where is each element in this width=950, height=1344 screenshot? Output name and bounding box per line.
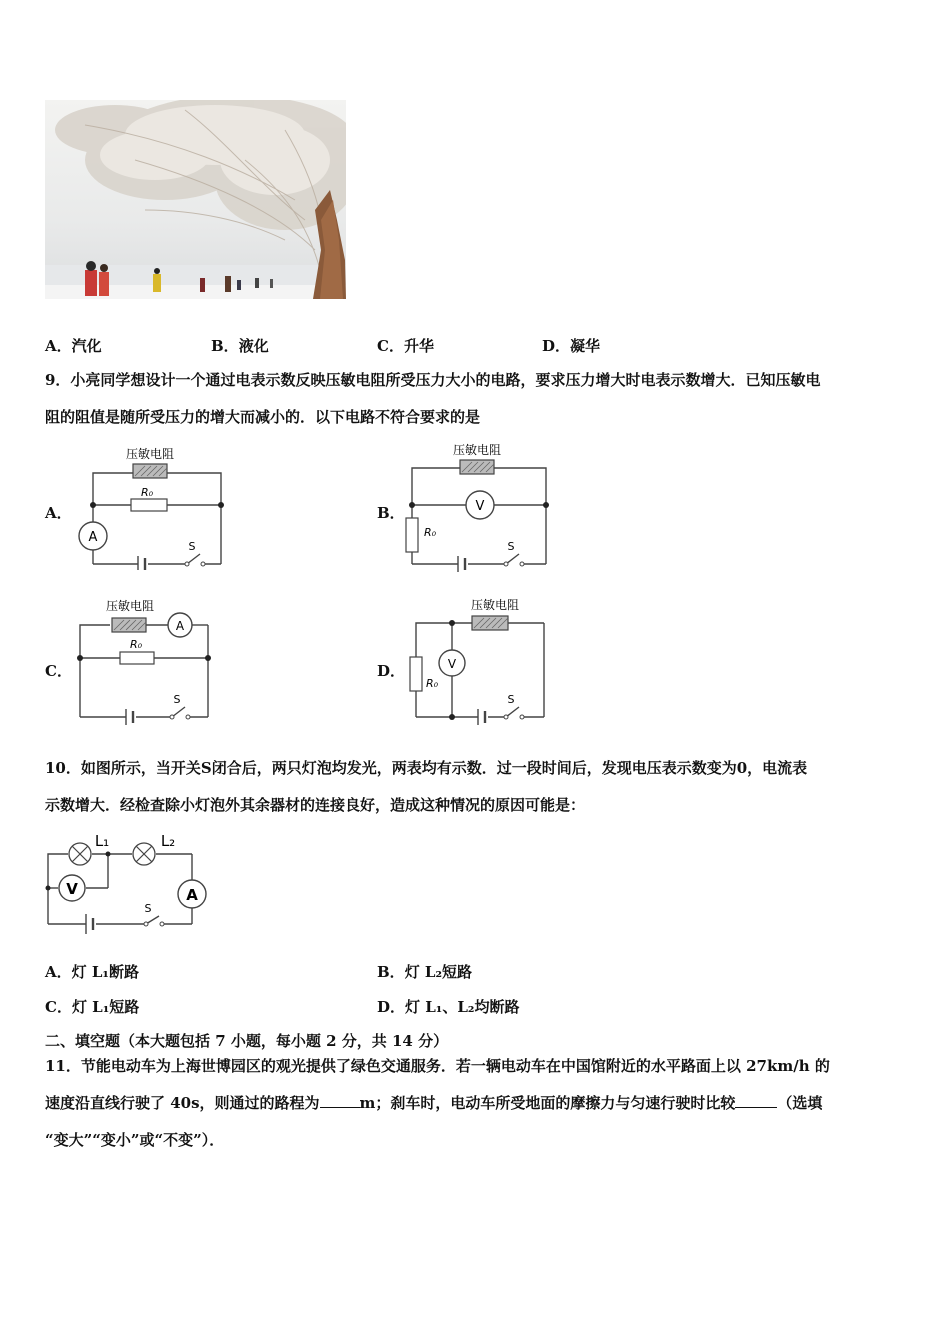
r0-label: R₀ — [425, 677, 439, 690]
q8-option-a[interactable]: A．汽化 — [45, 337, 102, 355]
q9-option-c-label[interactable]: C． — [45, 662, 72, 680]
q10-option-b[interactable]: B．灯 L₂短路 — [377, 963, 473, 981]
friction-blank[interactable] — [735, 1093, 777, 1108]
meter-label: V — [447, 657, 457, 671]
q9-stem-line2: 阻的阻值是随所受压力的增大而减小的．以下电路不符合要求的是 — [45, 408, 481, 426]
q10-option-d[interactable]: D．灯 L₁、L₂均断路 — [377, 998, 520, 1016]
pressure-resistor — [112, 618, 146, 632]
voltmeter-label: V — [66, 880, 78, 898]
l1-label: L₁ — [94, 832, 110, 850]
q9-option-a-label[interactable]: A． — [45, 504, 72, 522]
sensor-label: 压敏电阻 — [105, 599, 155, 613]
switch-label: S — [144, 902, 152, 915]
lamp-l1-icon — [69, 843, 91, 865]
r0-resistor — [406, 518, 418, 552]
meter-label: A — [88, 530, 98, 545]
r0-label: R₀ — [423, 526, 437, 539]
switch-label: S — [188, 540, 196, 553]
r0-resistor — [120, 652, 154, 664]
ammeter-label: A — [186, 886, 198, 904]
q10-stem-line2: 示数增大．经检查除小灯泡外其余器材的连接良好，造成这种情况的原因可能是： — [45, 796, 586, 814]
pressure-resistor — [133, 464, 167, 478]
q8-option-c[interactable]: C．升华 — [377, 337, 434, 355]
sensor-label: 压敏电阻 — [125, 447, 175, 461]
meter-label: V — [475, 499, 485, 514]
l2-label: L₂ — [160, 832, 176, 850]
q11-stem-line3: “变大”“变小”或“不变”）． — [45, 1131, 225, 1149]
q9-circuit-c — [68, 595, 228, 725]
q9-stem-line1: 9．小亮同学想设计一个通过电表示数反映压敏电阻所受压力大小的电路，要求压力增大时电表示数增大．已知压敏电 — [45, 371, 821, 389]
q10-stem-line1: 10．如图所示，当开关S闭合后，两只灯泡均发光，两表均有示数．过一段时间后，发现电压表示数变为0，电流表 — [45, 759, 808, 777]
q10-option-a[interactable]: A．灯 L₁断路 — [45, 963, 139, 981]
q9-option-d-label[interactable]: D． — [377, 662, 406, 680]
q8-option-d[interactable]: D．凝华 — [542, 337, 601, 355]
q9-circuit-b — [400, 438, 560, 573]
q9-circuit-a — [75, 440, 235, 570]
q11-stem-line2: 速度沿直线行驶了 40s，则通过的路程为 m；刹车时，电动车所受地面的摩擦力与匀速行驶时比较 （选填 — [45, 1094, 823, 1112]
r0-resistor — [131, 499, 167, 511]
meter-label: A — [175, 619, 185, 633]
q10-circuit — [40, 830, 220, 945]
sensor-label: 压敏电阻 — [452, 443, 502, 457]
switch-label: S — [507, 540, 515, 553]
rime-tree-photo — [45, 100, 346, 299]
section-heading: 二、填空题（本大题包括 7 小题，每小题 2 分，共 14 分） — [45, 1032, 449, 1050]
q9-circuit-d — [400, 595, 560, 725]
sensor-label: 压敏电阻 — [470, 598, 520, 612]
r0-label: R₀ — [140, 486, 154, 499]
q9-option-b-label[interactable]: B． — [377, 504, 405, 522]
r0-resistor — [410, 657, 422, 691]
q10-option-c[interactable]: C．灯 L₁短路 — [45, 998, 140, 1016]
q11-stem-line1: 11．节能电动车为上海世博园区的观光提供了绿色交通服务．若一辆电动车在中国馆附近的水平路面上以 27km/h 的 — [45, 1057, 830, 1075]
q8-option-b[interactable]: B．液化 — [211, 337, 269, 355]
distance-blank[interactable] — [320, 1093, 360, 1108]
lamp-l2-icon — [133, 843, 155, 865]
switch-label: S — [507, 693, 515, 706]
pressure-resistor — [460, 460, 494, 474]
switch-label: S — [173, 693, 181, 706]
r0-label: R₀ — [129, 638, 143, 651]
